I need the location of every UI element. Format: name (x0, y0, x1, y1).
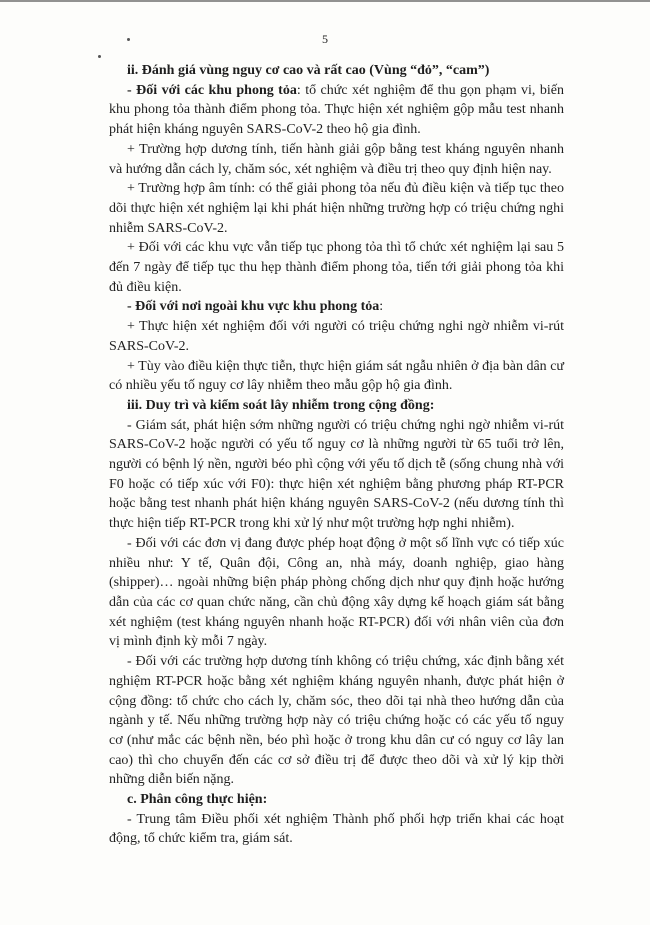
scan-edge-artifact (0, 0, 650, 6)
section-c-paragraph: - Trung tâm Điều phối xét nghiệm Thành phố phối hợp triển khai các hoạt động, tổ chức kiểm tra, giám sát. (109, 811, 564, 847)
outside-bullet-symptoms: + Thực hiện xét nghiệm đối với người có triệu chứng nghi ngờ nhiễm vi-rút SARS-CoV-2. (109, 319, 564, 354)
outside-label: - Đối với nơi ngoài khu vực khu phong tỏa (127, 299, 380, 315)
section-c-heading: c. Phân công thực hiện: (127, 792, 268, 808)
section-iii-paragraph: - Giám sát, phát hiện sớm những người có triệu chứng nghi ngờ nhiễm vi-rút SARS-CoV-2 hoặc người có yếu tố nguy cơ là những người từ 65 tuổi trở lên, người có bệnh lý nền, người béo phì cộng với yếu tố dịch tễ (sống chung nhà với F0 hoặc có tiếp xúc với F0): thực hiện xét nghiệm bằng phương pháp RT-PCR hoặc bằng test nhanh phát hiện kháng nguyên SARS-CoV-2 (nếu dương tính thì thực hiện tiếp RT-PCR trong khi xử lý như một trường hợp nghi nhiễm). (109, 417, 564, 532)
lockdown-bullet-negative: + Trường hợp âm tính: có thể giải phong tỏa nếu đủ điều kiện và tiếp tục theo dõi thực hiện xét nghiệm lại khi phát hiện những trường hợp có triệu chứng nghi nhiễm SARS-CoV-2. (109, 181, 564, 236)
section-iii-paragraph: - Đối với các đơn vị đang được phép hoạt động ở một số lĩnh vực có tiếp xúc nhiều như: Y tế, Quân đội, Công an, nhà máy, doanh nghiệp, giao hàng (shipper)… ngoài những biện pháp phòng chống dịch như quy định hoặc hướng dẫn của các cơ quan chức năng, cần chủ động xây dựng kế hoạch giám sát bằng xét nghiệm (test kháng nguyên nhanh hoặc RT-PCR) đối với nhân viên của đơn vị mình định kỳ mỗi 7 ngày. (109, 535, 564, 650)
section-iii-heading: iii. Duy trì và kiểm soát lây nhiễm trong cộng đồng: (127, 397, 435, 413)
lockdown-bullet-continue: + Đối với các khu vực vẫn tiếp tục phong tỏa thì tổ chức xét nghiệm lại sau 5 đến 7 ngày để tiếp tục thu hẹp thành điểm phong tỏa, tiến tới giải phong tỏa khi đủ điều kiện. (109, 240, 564, 295)
outside-suffix: : (379, 299, 384, 315)
outside-bullet-random: + Tùy vào điều kiện thực tiễn, thực hiện giám sát ngẫu nhiên ở địa bàn dân cư có nhiều yếu tố nguy cơ lây nhiễm theo mẫu gộp hộ gia đình. (109, 358, 564, 394)
page-number: 5 (322, 32, 328, 46)
document-body (109, 61, 564, 849)
scan-speck (98, 55, 101, 58)
section-iii-paragraph: - Đối với các trường hợp dương tính không có triệu chứng, xác định bằng xét nghiệm RT-PCR hoặc bằng xét nghiệm kháng nguyên nhanh, được phát hiện ở cộng đồng: tổ chức cho cách ly, chăm sóc, theo dõi tại nhà theo hướng dẫn của ngành y tế. Nếu những trường hợp này có triệu chứng hoặc có các yếu tố nguy cơ (như mắc các bệnh nền, béo phì hoặc ở trong khu dân cư có nguy cơ lây lan cao) thì cho chuyển đến các cơ sở điều trị để được theo dõi và xử lý kịp thời những diễn biến nặng. (109, 654, 564, 788)
section-ii-heading: ii. Đánh giá vùng nguy cơ cao và rất cao (Vùng “đỏ”, “cam”) (127, 63, 490, 78)
lockdown-paragraph (109, 81, 564, 140)
lockdown-label: - Đối với các khu phong tỏa (127, 82, 297, 98)
lockdown-bullet-positive: + Trường hợp dương tính, tiến hành giải gộp bằng test kháng nguyên nhanh và hướng dẫn cách ly, chăm sóc, xét nghiệm và điều trị theo quy định hiện nay. (109, 141, 564, 177)
lockdown-text: : tổ chức xét nghiệm để thu gọn phạm vi, biến khu phong tỏa thành điểm phong tỏa. Thực hiện xét nghiệm gộp mẫu test nhanh phát hiện kháng nguyên SARS-CoV-2 theo hộ gia đình. (109, 82, 564, 138)
outside-paragraph (109, 297, 564, 317)
